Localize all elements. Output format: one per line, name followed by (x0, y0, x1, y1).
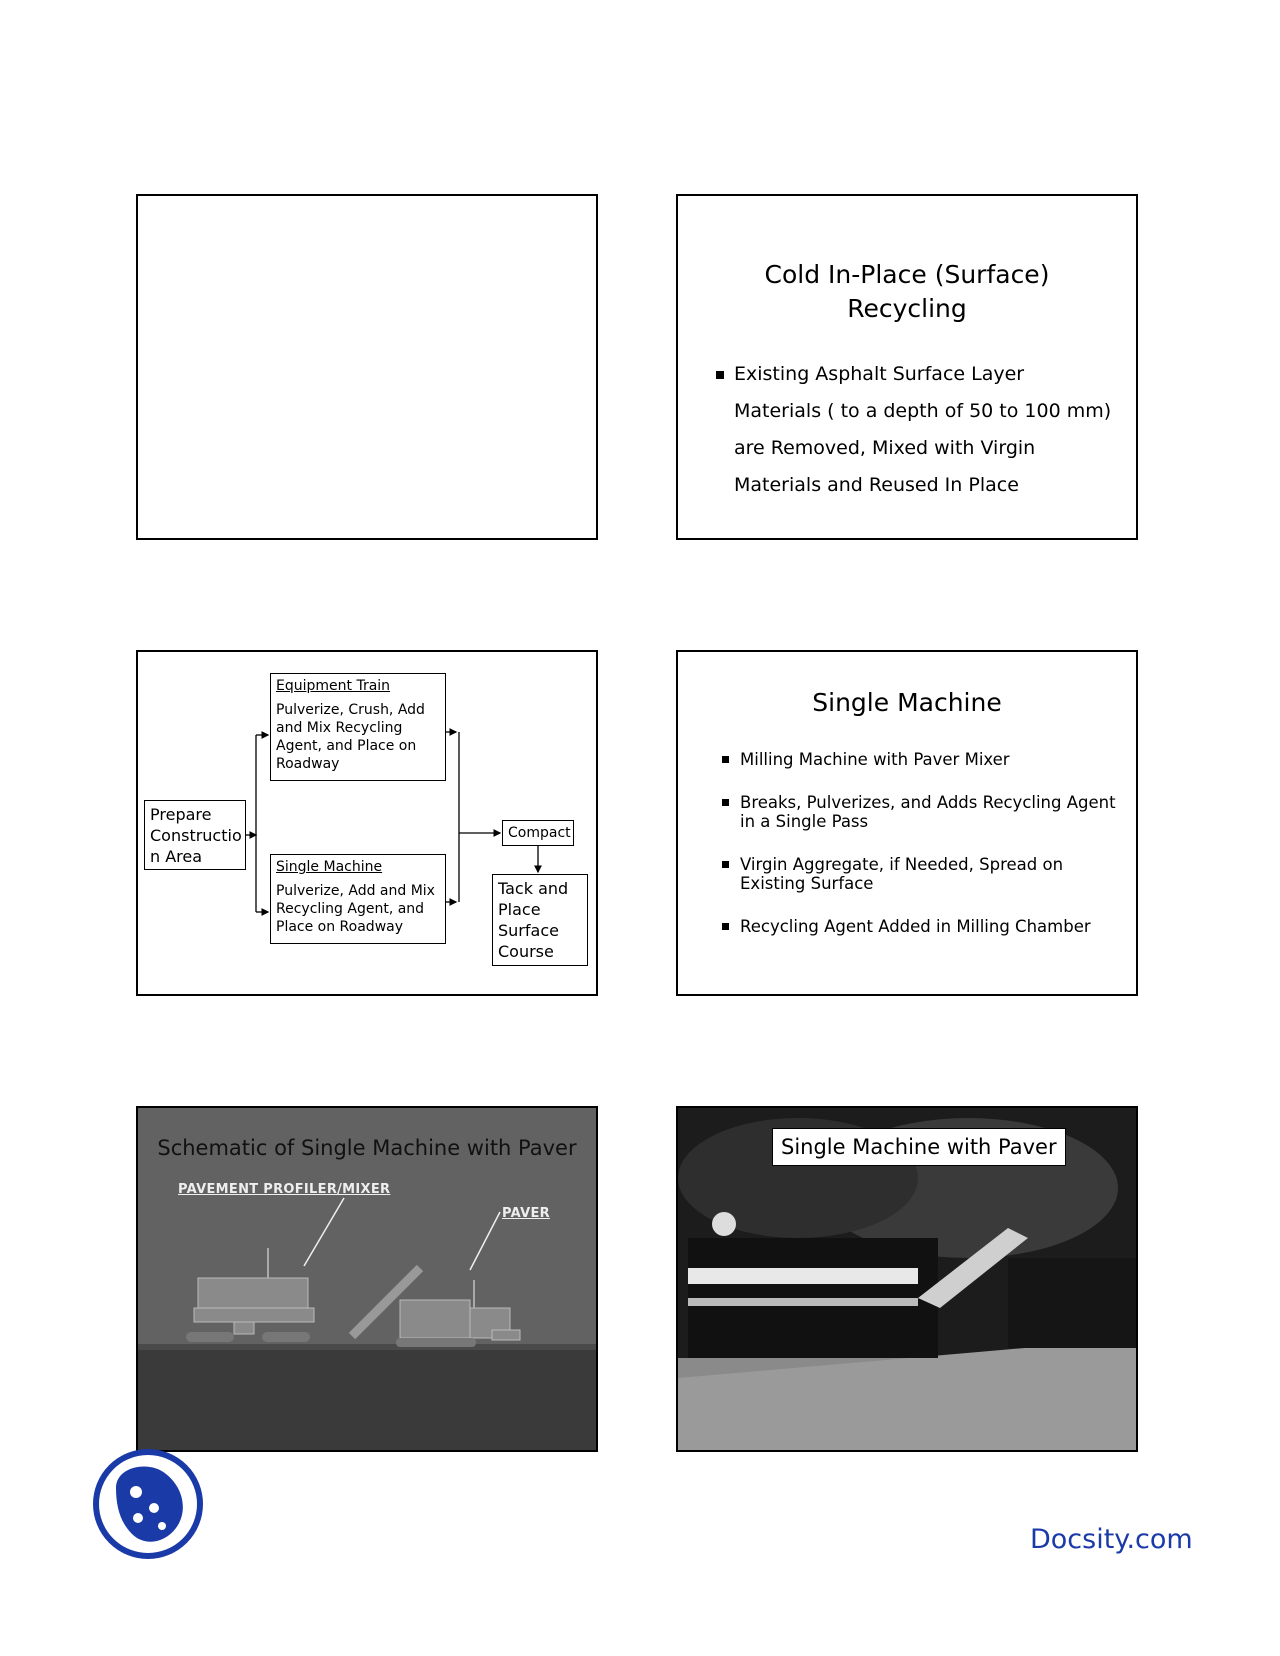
docsity-logo-icon (92, 1448, 204, 1560)
bullet-item: Milling Machine with Paver Mixer (722, 750, 1122, 769)
flow-text: Pulverize, Add and Mix Recycling Agent, and Place on Roadway (276, 883, 435, 935)
slide-schematic (136, 1106, 598, 1452)
flow-box-prepare: Prepare Constructio n Area (144, 800, 246, 870)
bullet-item: Recycling Agent Added in Milling Chamber (722, 917, 1122, 936)
flow-box-equipment-train (270, 673, 446, 781)
slide-single-machine (676, 650, 1138, 996)
bullet-list (722, 750, 1122, 960)
flow-box-tack: Tack and Place Surface Course (492, 874, 588, 966)
bullet-list (716, 356, 1116, 504)
slide-cold-in-place (676, 194, 1138, 540)
bullet-item: Breaks, Pulverizes, and Adds Recycling Agent in a Single Pass (722, 793, 1122, 831)
slide-flow-chart (136, 650, 598, 996)
flow-heading: Equipment Train (276, 678, 391, 694)
flow-heading: Single Machine (276, 859, 383, 875)
flow-box-single-machine (270, 854, 446, 944)
slide-title: Single Machine (812, 688, 1002, 717)
label-profiler: PAVEMENT PROFILER/MIXER (178, 1182, 391, 1197)
slide-caption: Single Machine with Paver (772, 1128, 1066, 1166)
bullet-item: Existing Asphalt Surface Layer Materials ( to a depth of 50 to 100 mm) are Removed, Mixed with Virgin Materials and Reused In Place (716, 356, 1116, 504)
flow-text: Pulverize, Crush, Add and Mix Recycling Agent, and Place on Roadway (276, 702, 425, 772)
slide-photo (676, 1106, 1138, 1452)
flow-box-compact: Compact (502, 820, 574, 846)
slide-title: Cold In-Place (Surface) Recycling (764, 260, 1050, 323)
site-name[interactable]: Docsity.com (1030, 1524, 1193, 1555)
bullet-item: Virgin Aggregate, if Needed, Spread on Existing Surface (722, 855, 1122, 893)
slide-caption: Schematic of Single Machine with Paver (157, 1136, 577, 1160)
slide-blank (136, 194, 598, 540)
label-paver: PAVER (502, 1206, 550, 1221)
